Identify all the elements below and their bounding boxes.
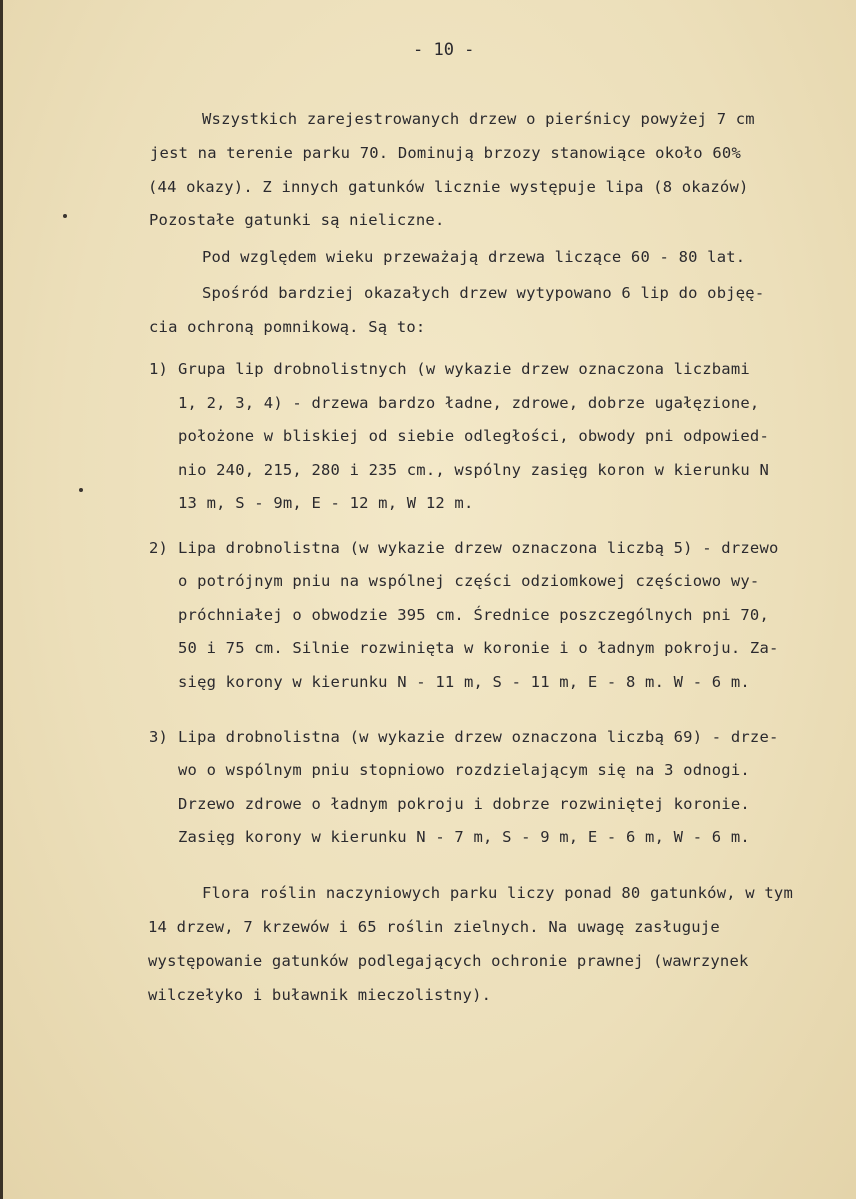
list-item-line: Lipa drobnolistna (w wykazie drzew oznaczona liczbą 69) - drze- (178, 728, 779, 746)
list-item-line: Drzewo zdrowe o ładnym pokroju i dobrze rozwiniętej koronie. (178, 795, 750, 813)
text-line: występowanie gatunków podlegających ochronie prawnej (wawrzynek (148, 952, 749, 970)
list-item-line: Lipa drobnolistna (w wykazie drzew oznaczona liczbą 5) - drzewo (178, 539, 779, 557)
text-line: cia ochroną pomnikową. Są to: (149, 318, 426, 336)
text-line: Spośród bardziej okazałych drzew wytypowano 6 lip do objęę- (202, 284, 765, 302)
list-item-line: 13 m, S - 9m, E - 12 m, W 12 m. (178, 494, 474, 512)
text-line: Wszystkich zarejestrowanych drzew o pierśnicy powyżej 7 cm (202, 110, 755, 128)
list-item-line: Grupa lip drobnolistnych (w wykazie drzew oznaczona liczbami (178, 360, 750, 378)
margin-dot (79, 488, 83, 492)
list-item-line: 1, 2, 3, 4) - drzewa bardzo ładne, zdrowe, dobrze ugałęzione, (178, 394, 760, 412)
text-line: Pozostałe gatunki są nieliczne. (149, 211, 445, 229)
page-number: - 10 - (413, 40, 475, 60)
list-item-line: sięg korony w kierunku N - 11 m, S - 11 m, E - 8 m. W - 6 m. (178, 673, 750, 691)
text-line: Pod względem wieku przeważają drzewa liczące 60 - 80 lat. (202, 248, 746, 266)
text-line: jest na terenie parku 70. Dominują brzozy stanowiące około 60% (150, 144, 741, 162)
list-item-line: wo o wspólnym pniu stopniowo rozdzielającym się na 3 odnogi. (178, 761, 750, 779)
margin-dot (63, 214, 67, 218)
list-number: 2) (149, 539, 169, 557)
list-item-line: 50 i 75 cm. Silnie rozwinięta w koronie i o ładnym pokroju. Za- (178, 639, 779, 657)
list-number: 1) (149, 360, 169, 378)
text-line: (44 okazy). Z innych gatunków licznie występuje lipa (8 okazów) (148, 178, 749, 196)
list-number: 3) (149, 728, 169, 746)
list-item-line: Zasięg korony w kierunku N - 7 m, S - 9 m, E - 6 m, W - 6 m. (178, 828, 750, 846)
list-item-line: o potrójnym pniu na wspólnej części odziomkowej częściowo wy- (178, 572, 760, 590)
text-line: wilczełyko i buławnik mieczolistny). (148, 986, 492, 1004)
list-item-line: próchniałej o obwodzie 395 cm. Średnice poszczególnych pni 70, (178, 606, 769, 624)
text-line: Flora roślin naczyniowych parku liczy ponad 80 gatunków, w tym (202, 884, 793, 902)
text-line: 14 drzew, 7 krzewów i 65 roślin zielnych. Na uwagę zasługuje (148, 918, 720, 936)
list-item-line: nio 240, 215, 280 i 235 cm., wspólny zasięg koron w kierunku N (178, 461, 769, 479)
list-item-line: położone w bliskiej od siebie odległości, obwody pni odpowied- (178, 427, 769, 445)
